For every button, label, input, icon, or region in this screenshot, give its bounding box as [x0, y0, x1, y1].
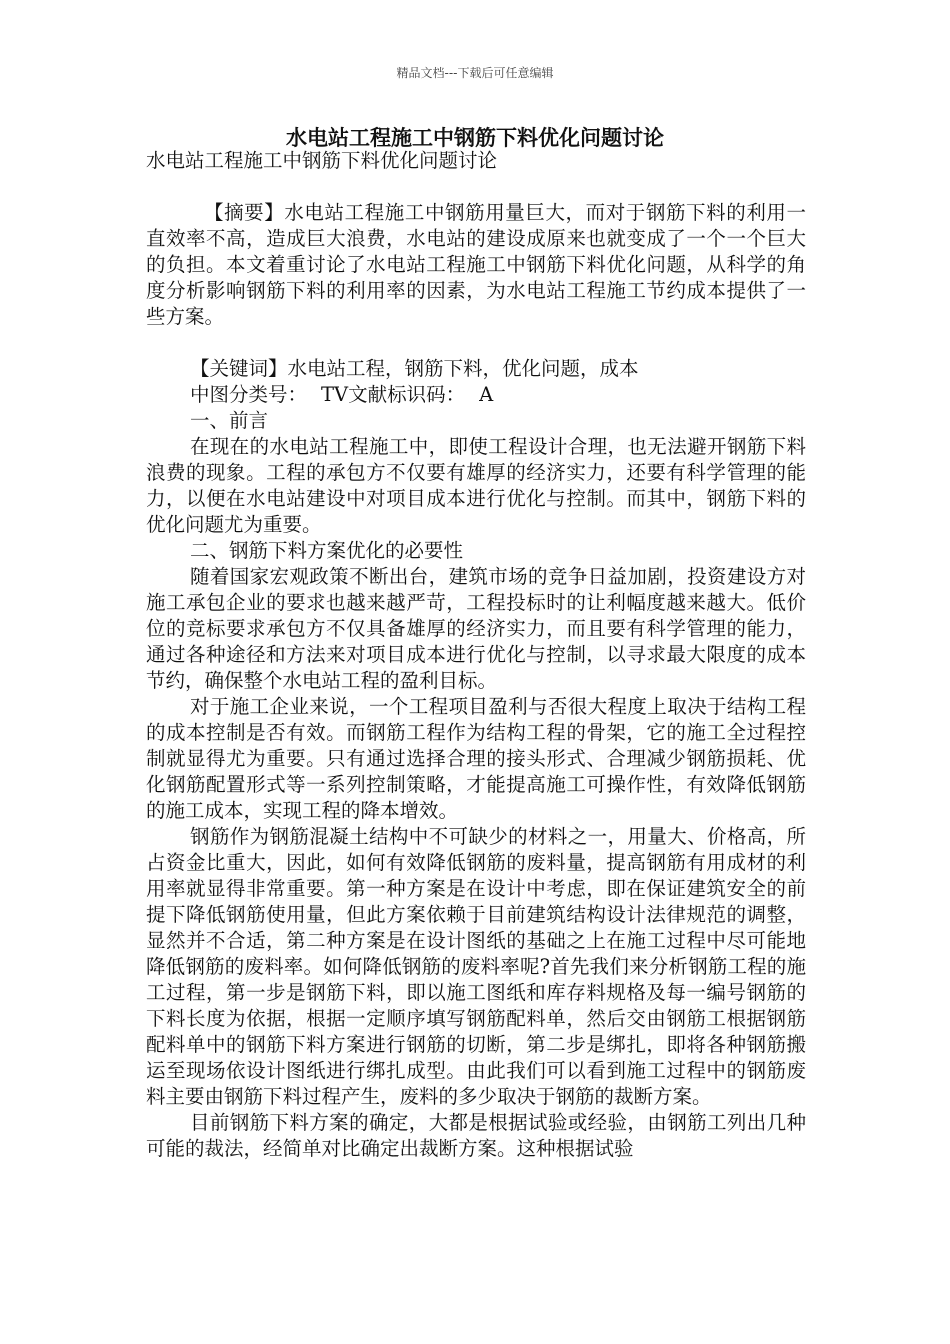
page-header-note: 精品文档---下载后可任意编辑	[396, 66, 554, 80]
clc-value: TV	[321, 383, 349, 406]
doc-code-value: A	[479, 383, 494, 406]
document-subtitle: 水电站工程施工中钢筋下料优化问题讨论	[146, 149, 498, 172]
keywords-line: 【关键词】水电站工程，钢筋下料，优化问题，成本	[190, 357, 639, 380]
paragraph: 钢筋作为钢筋混凝土结构中不可缺少的材料之一，用量大、价格高，所占资金比重大，因此，如何有效降低钢筋的废料量，提高钢筋有用成材的利用率就显得非常重要。第一种方案是在设计中考虑，即在保证建筑安全的前提下降低钢筋使用量，但此方案依赖于目前建筑结构设计法律规范的调整，显然并不合适，第二种方案是在设计图纸的基础之上在施工过程中尽可能地降低钢筋的废料率。如何降低钢筋的废料率呢?首先我们来分析钢筋工程的施工过程，第一步是钢筋下料，即以施工图纸和库存料规格及每一编号钢筋的下料长度为依据，根据一定顺序填写钢筋配料单，然后交由钢筋工根据钢筋配料单中的钢筋下料方案进行钢筋的切断，第二步是绑扎，即将各种钢筋搬运至现场依设计图纸进行绑扎成型。由此我们可以看到施工过程中的钢筋废料主要由钢筋下料过程产生，废料的多少取决于钢筋的裁断方案。	[146, 825, 806, 1108]
spacer	[146, 174, 806, 200]
classification-line	[146, 382, 806, 408]
paragraph: 在现在的水电站工程施工中，即使工程设计合理，也无法避开钢筋下料浪费的现象。工程的承包方不仅要有雄厚的经济实力，还要有科学管理的能力，以便在水电站建设中对项目成本进行优化与控制。而其中，钢筋下料的优化问题尤为重要。	[146, 435, 806, 536]
paragraph: 目前钢筋下料方案的确定，大都是根据试验或经验，由钢筋工列出几种可能的裁法，经简单对比确定出裁断方案。这种根据试验	[146, 1111, 806, 1160]
paragraph: 对于施工企业来说，一个工程项目盈利与否很大程度上取决于结构工程的成本控制是否有效。而钢筋工程作为结构工程的骨架，它的施工全过程控制就显得尤为重要。只有通过选择合理的接头形式、合理减少钢筋损耗、优化钢筋配置形式等一系列控制策略，才能提高施工可操作性，有效降低钢筋的施工成本，实现工程的降本增效。	[146, 695, 806, 822]
document-title: 水电站工程施工中钢筋下料优化问题讨论	[286, 126, 664, 150]
document-body	[146, 148, 806, 1162]
clc-label: 中图分类号：	[190, 383, 308, 406]
section-heading-necessity: 二、钢筋下料方案优化的必要性	[190, 539, 464, 562]
abstract-paragraph: 【摘要】水电站工程施工中钢筋用量巨大，而对于钢筋下料的利用一直效率不高，造成巨大浪费，水电站的建设成原来也就变成了一个一个巨大的负担。本文着重讨论了水电站工程施工中钢筋下料优化问题，从科学的角度分析影响钢筋下料的利用率的因素，为水电站工程施工节约成本提供了一些方案。	[146, 201, 806, 328]
paragraph: 随着国家宏观政策不断出台，建筑市场的竞争日益加剧，投资建设方对施工承包企业的要求也越来越严苛，工程投标时的让利幅度越来越大。低价位的竞标要求承包方不仅具备雄厚的经济实力，而且要有科学管理的能力，通过各种途径和方法来对项目成本进行优化与控制，以寻求最大限度的成本节约，确保整个水电站工程的盈利目标。	[146, 565, 806, 692]
spacer	[146, 330, 806, 356]
section-heading-preface: 一、前言	[190, 409, 269, 432]
doc-code-label: 文献标识码：	[348, 383, 466, 406]
